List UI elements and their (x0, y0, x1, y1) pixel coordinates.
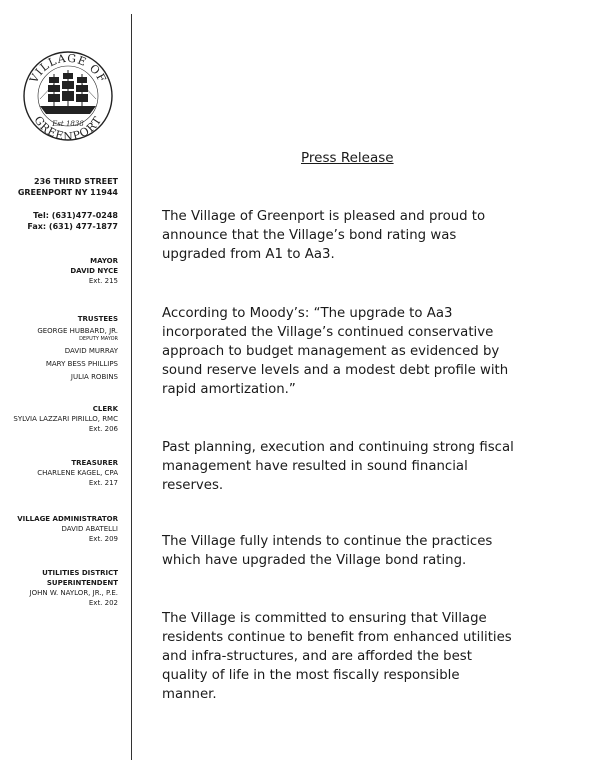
mayor-title: MAYOR (90, 257, 118, 265)
seal-bottom-text: GREENPORT (31, 113, 105, 144)
utilities-ext: Ext. 202 (88, 599, 118, 607)
paragraph-2 (162, 304, 562, 399)
clerk-block (0, 404, 118, 434)
paragraph-line: announce that the Village’s bond rating was (162, 228, 457, 243)
svg-text:GREENPORT (31, 114, 104, 143)
paragraph-line: Past planning, execution and continuing strong fiscal (162, 440, 514, 455)
treasurer-title: TREASURER (71, 459, 118, 467)
treasurer-name: CHARLENE KAGEL, CPA (37, 469, 118, 477)
phone-block (0, 210, 118, 232)
vertical-divider (131, 14, 132, 760)
fax-line: Fax: (631) 477-1877 (27, 222, 118, 231)
paragraph-line: The Village fully intends to continue the practices (162, 534, 493, 549)
mayor-block (0, 256, 118, 286)
paragraph-line: According to Moody’s: “The upgrade to Aa3 (162, 306, 453, 321)
paragraph-line: manner. (162, 687, 217, 702)
paragraph-line: The Village is committed to ensuring that Village (162, 611, 487, 626)
utilities-title-1: UTILITIES DISTRICT (42, 569, 118, 577)
paragraph-line: quality of life in the most fiscally responsible (162, 668, 460, 683)
village-seal (20, 44, 116, 144)
address-line-2: GREENPORT NY 11944 (17, 188, 118, 197)
trustee-3: MARY BESS PHILLIPS (45, 360, 118, 368)
paragraph-line: The Village of Greenport is pleased and proud to (162, 209, 486, 224)
paragraph-line: sound reserve levels and a modest debt profile with (162, 363, 509, 378)
trustee-4: JULIA ROBINS (70, 373, 118, 381)
paragraph-line: upgraded from A1 to Aa3. (162, 247, 335, 262)
paragraph-4 (162, 532, 562, 570)
administrator-block (0, 514, 118, 544)
seal-est-text: Est 1838 (52, 120, 84, 128)
utilities-title-2: SUPERINTENDENT (46, 579, 118, 587)
paragraph-line: which have upgraded the Village bond rating. (162, 553, 467, 568)
treasurer-block (0, 458, 118, 488)
paragraph-line: reserves. (162, 478, 224, 493)
ship-icon (40, 70, 96, 114)
clerk-name: SYLVIA LAZZARI PIRILLO, RMC (13, 415, 118, 423)
trustees-block (0, 314, 118, 382)
mayor-ext: Ext. 215 (88, 277, 118, 285)
paragraph-5 (162, 609, 562, 704)
phone-line: Tel: (631)477-0248 (33, 211, 118, 220)
trustee-1: GEORGE HUBBARD, JR. (37, 327, 118, 335)
paragraph-line: management have resulted in sound financial (162, 459, 468, 474)
paragraph-line: and infra-structures, and are afforded the best (162, 649, 472, 664)
clerk-title: CLERK (92, 405, 118, 413)
trustee-2: DAVID MURRAY (64, 347, 118, 355)
clerk-ext: Ext. 206 (88, 425, 118, 433)
administrator-title: VILLAGE ADMINISTRATOR (17, 515, 118, 523)
paragraph-1 (162, 207, 562, 264)
administrator-ext: Ext. 209 (88, 535, 118, 543)
treasurer-ext: Ext. 217 (88, 479, 118, 487)
utilities-name: JOHN W. NAYLOR, JR., P.E. (29, 589, 118, 597)
utilities-block (0, 568, 118, 608)
mayor-name: DAVID NYCE (70, 267, 118, 275)
address-block (0, 176, 118, 198)
seal-top-text: VILLAGE OF (27, 51, 109, 86)
administrator-name: DAVID ABATELLI (61, 525, 118, 533)
page-title: Press Release (301, 150, 394, 166)
paragraph-3 (162, 438, 562, 495)
paragraph-line: incorporated the Village’s continued conservative (162, 325, 494, 340)
address-line-1: 236 THIRD STREET (34, 177, 118, 186)
paragraph-line: residents continue to benefit from enhanced utilities (162, 630, 512, 645)
paragraph-line: approach to budget management as evidenced by (162, 344, 500, 359)
trustees-title: TRUSTEES (77, 315, 118, 323)
trustee-1-role: DEPUTY MAYOR (79, 336, 118, 342)
paragraph-line: rapid amortization.” (162, 382, 296, 397)
